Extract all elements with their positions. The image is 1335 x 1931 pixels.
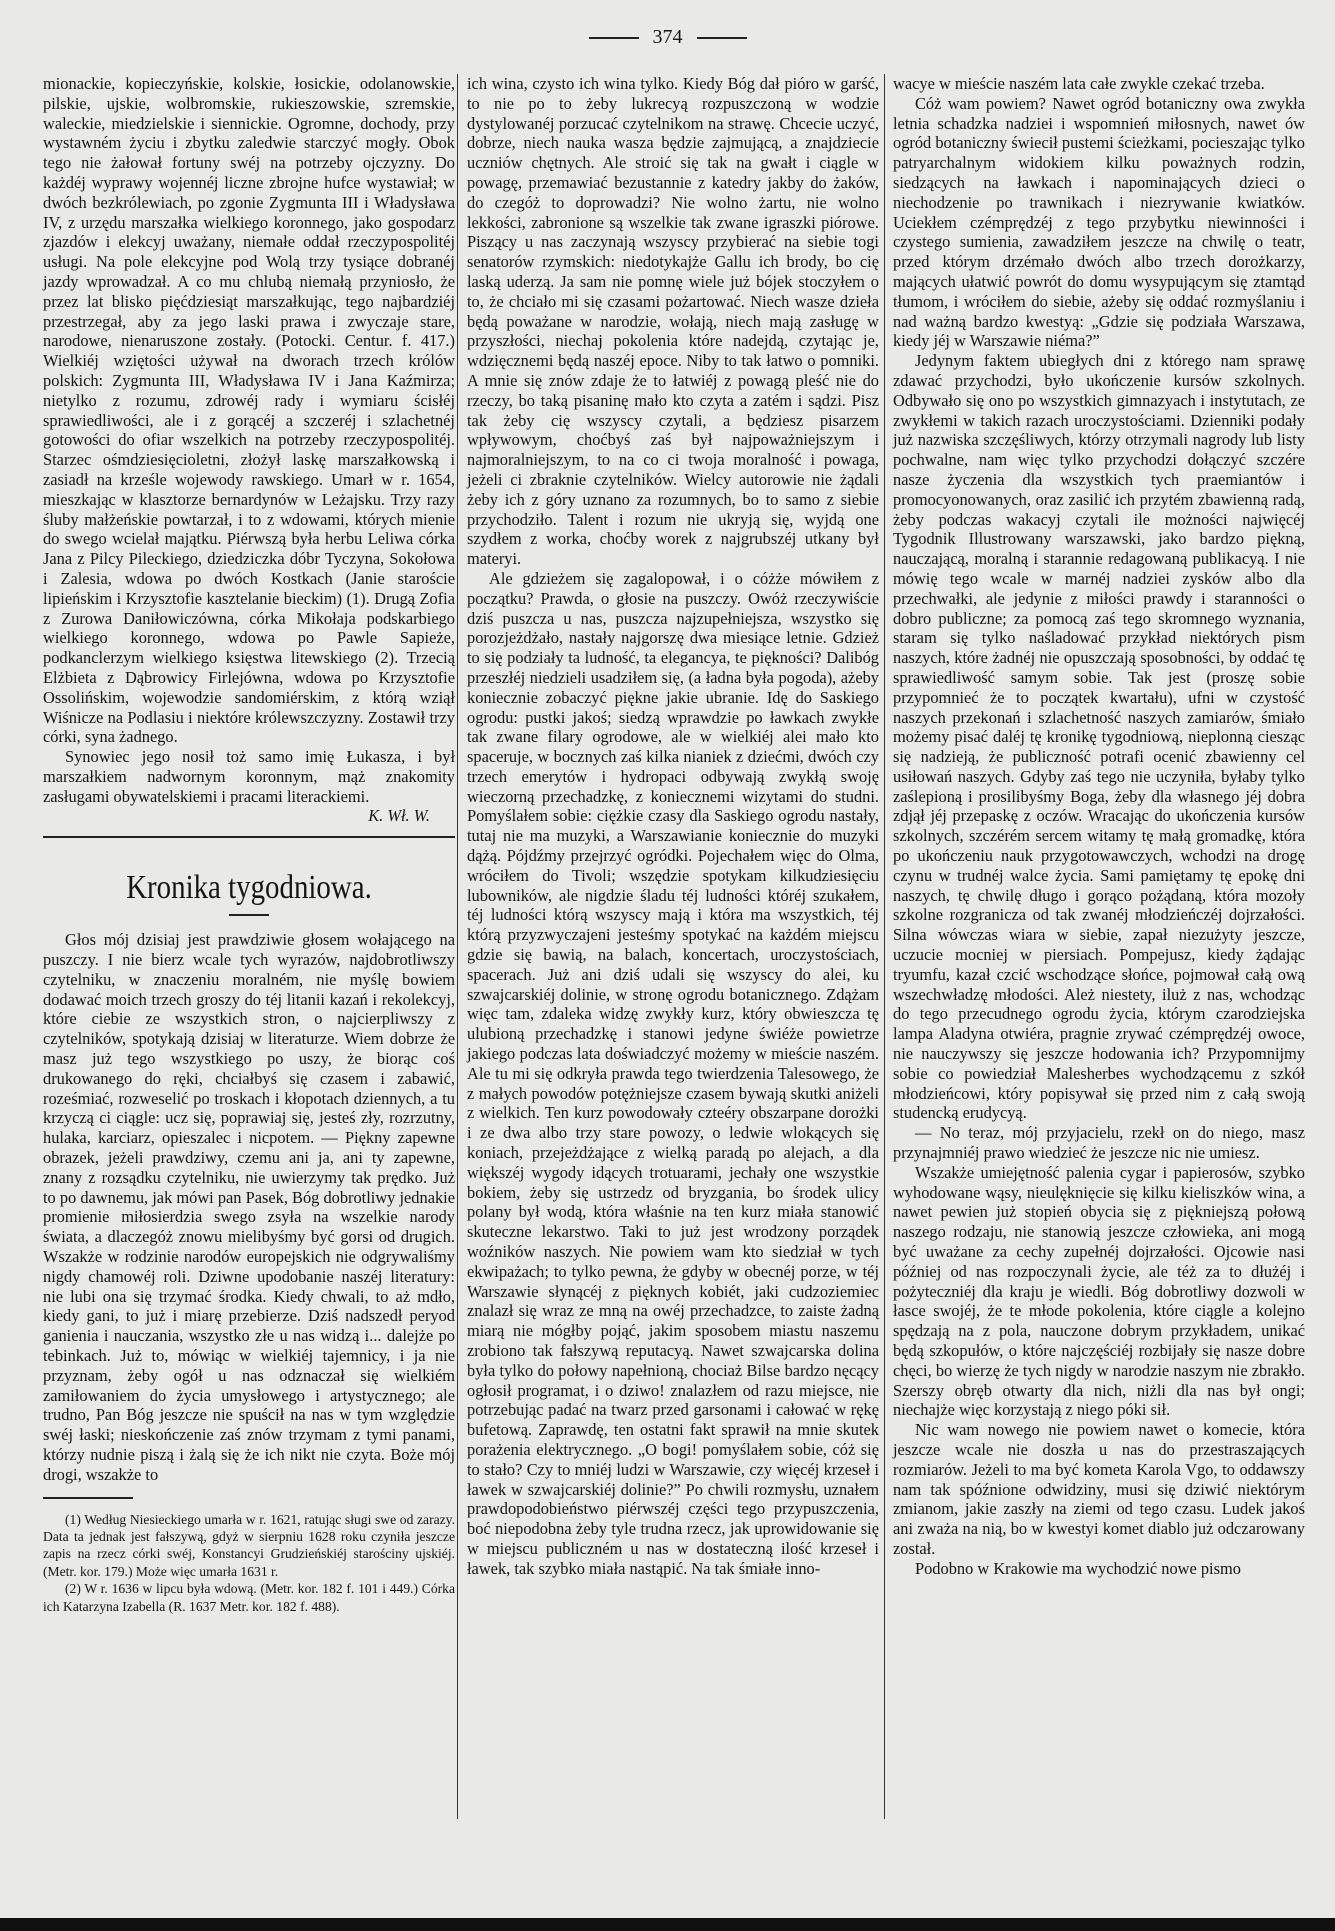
paragraph: ich wina, czysto ich wina tylko. Kiedy Bóg dał pióro w garść, to nie po to żeby lukrecyą rozpuszczoną w wodzie dystylowanéj porzucać czytelnikom na strawę. Chcecie uczyć, dobrze, niech nauka wasza będzie zajmującą, a znajdziecie uczniów chętnych. Ale stroić się tak na gwałt i ciągle w powagę, przemawiać bezustannie z katedry jakby do żaków, do czegóż to doprowadzi? Nie wolno żartu, nie wolno lekkości, zabronione są wszelkie tak zwane igraszki piórowe. Piszący u nas zaczynają wszyscy przybierać na siebie togi senatorów rzymskich: niedotykajże Gallu ich brody, bo cię laską uderzą. Ja sam nie pomnę wiele już bójek stoczyłem o to, że chciało mi się czasami pożartować. Niech wasze dzieła będą poważane w narodzie, wołają, niech mają zasługę w przyszłości, niechaj pokolenia które nadejdą, czytając je, wdzięcznemi będą naszéj epoce. Niby to tak łatwo o pomniki. A mnie się znów zdaje że to łatwiéj z powagą pleść nie do rzeczy, bo taką pisaninę mało kto czyta a zatém i sądzi. Pisz tak żeby cię wszyscy czytali, a będziesz pisarzem wpływowym, choćbyś zaś był najpoważniejszym i najmoralniejszym, to na co ci twoja moralność i powaga, jeżeli ci zbraknie czytelników. Wielcy autorowie nie żądali żeby ich z góry uznano za rozumnych, bo to samo z siebie przychodziło. Talent i rozum nie ukryją się, wyjdą one szydłem z worka, choćby worek z najgrubszéj utkany był materyi. <box>467 74 879 569</box>
column-2 <box>467 74 879 1579</box>
paragraph: Głos mój dzisiaj jest prawdziwie głosem wołającego na puszczy. I nie bierz wcale tych wyrazów, najdobrotliwszy czytelniku, w znaczeniu moralném, nie myślę bowiem dodawać moich trzech groszy do téj litanii kazań i rekolekcyj, które ciebie ze wszystkich stron, o najcierpliwszy z czytelników, spotykają dzisiaj w literaturze. Wiem dobrze że masz już tego wszystkiego po uszy, że biorąc coś drukowanego do ręki, chciałbyś się czasem i zabawić, roześmiać, rozweselić po troskach i kłopotach dziennych, a tu krzyczą ci ciągle: ucz się, poprawiaj się, jesteś zły, rozrzutny, hulaka, karciarz, opieszalec i nicpotem. — Piękny zapewne obrazek, jeżeli prawdziwy, czemu ani ja, ani ty zapewne, znany z rozsądku czytelniku, nie uwierzymy tak prędko. Już to po dawnemu, jak mówi pan Pasek, Bóg dobrotliwy jednakie promienie miłosierdzia swego zsyła na wszelkie narody świata, a dlaczegóż znowu mielibyśmy być gorsi od drugich. Wszakże w rodzinie narodów europejskich nie odgrywaliśmy nigdy chamowéj roli. Dziwne upodobanie naszéj literatury: nie lubi ona się trzymać środka. Kiedy chwali, to aż mdło, kiedy gani, to już i miarę przebierze. Dziś nadszedł peryod ganienia i nauczania, wszystko złe u nas widzą i... dalejże po tebinkach. Już to, mówiąc w wielkiéj tajemnicy, i ja nie przyznam, żeby ogół u nas odznaczał się wielkiém zamiłowaniem do życia umysłowego i artystycznego; ale trudno, Pan Bóg jeszcze nie spuścił na nas w tym względzie swéj łaski; nieskończenie zaś znów trzymam z tymi panami, którzy nudnie piszą i żalą się że ich nikt nie czyta. Boże mój drogi, wszakże to <box>43 930 455 1484</box>
dash-divider <box>589 37 639 39</box>
paragraph: mionackie, kopieczyńskie, kolskie, łosickie, odolanowskie, pilskie, ujskie, wolbromskie, rukieszowskie, szremskie, waleckie, miedzielskie i siennickie. Ogromne, dochody, przy wystawném życiu i zbytku zaledwie starczyć mogły. Obok tego nie żałował fortuny swéj na potrzeby ojczyzny. Do każdéj wyprawy wojennéj liczne zbrojne hufce wystawiał; w dwóch bezkrólewiach, po zgonie Zygmunta III i Władysława IV, z urzędu marszałka wielkiego koronnego, jako gospodarz zjazdów i elekcyj uważany, niemałe oddał rzeczypospolitéj usługi. Na pole elekcyjne pod Wolą trzy tysiące dobranéj jazdy wprowadzał. A co mu chlubą niemałą przyniosło, że przez lat blisko pięćdziesiąt marszałkując, tego najbardziéj przestrzegał, aby za jego laski prawa i zwyczaje stare, narodowe, nienaruszone zostały. (Potocki. Centur. f. 417.) Wielkiéj wziętości używał na dworach trzech królów polskich: Zygmunta III, Władysława IV i Jana Kaźmirza; nietylko z rozumu, zdrowéj rady i wymiaru ścisłéj sprawiedliwości, ale i z gorącéj a szczeréj i szlachetnéj gotowości do ofiar wszelkich na potrzeby rzeczypospolitéj. Starzec ośmdziesięcioletni, złożył laskę marszałkowską i zasiadł na krześle wojewody rawskiego. Umarł w r. 1654, mieszkając w klasztorze bernardynów w Leżajsku. Trzy razy śluby małżeńskie powtarzał, i to z wdowami, których mienie do swego wcielał majątku. Piérwszą była herbu Leliwa córka Jana z Pilcy Pileckiego, dziedziczka dóbr Tyczyna, Sokołowa i Zalesia, wdowa po dwóch Kostkach (Janie staroście lipieńskim i Krzysztofie kasztelanie bieckim) (1). Drugą Zofia z Zurowa Daniłowiczówna, córka Mikołaja podskarbiego wielkiego koronnego, wdowa po Pawle Sapieże, podkanclerzym wielkiego księstwa litewskiego (2). Trzecią Elżbieta z Dąbrowicy Firlejówna, wdowa po Krzysztofie Ossolińskim, wojewodzie sandomiérskim, z którą wziął Wiśnicze na Podlasiu i niektóre królewszczyzny. Zostawił trzy córki, syna żadnego. <box>43 74 455 747</box>
dash-divider <box>697 37 747 39</box>
title-rule <box>229 914 269 916</box>
paragraph: Ale gdzieżem się zagalopował, i o cóżże mówiłem z początku? Prawda, o głosie na puszczy. Owóż rzeczywiście dziś puszcza u nas, puszcza najzupełniejsza, wszystko się porozjeżdżało, nastały najgorszę dwa miesiące letnie. Gdzież to się podziały ta ludność, ta elegancya, te piękności? Dalibóg przeszłéj niedzieli usadziłem się, (a ładna była pogoda), ażeby koniecznie zobaczyć piękne jakie ubranie. Idę do Saskiego ogrodu: pustki jakoś; siedzą wprawdzie po ławkach zwykłe tak zwane filary ogrodowe, ale w wielkiéj alei mało kto spaceruje, w bocznych zaś kilka nianiek z dziećmi, dwóch czy trzech emerytów i hydropaci odbywają zwykłą swoję wieczorną przechadzkę, z koniecznemi wizytami do studni. Pomyślałem sobie: ciężkie czasy dla Saskiego ogrodu nastały, tutaj nie ma muzyki, a Warszawianie koniecznie do muzyki dążą. Pójdźmy przejrzyć ogródki. Pojechałem więc do Olma, wróciłem do Tivoli; wszędzie spotykam kilkudziesięciu lubowników, ale nigdzie śladu téj ludności któréj szukałem, téj ludności którą wszyscy mają i która ma wszystkich, téj którą przyzwyczajeni jesteśmy spotykać na każdém miejscu gdzie się bawią, na balach, koncertach, uroczystościach, spacerach. Już ani dziś udali się wszyscy do alei, ku szwajcarskiéj dolinie, w stronę ogrodu botanicznego. Zdążam więc tam, zdaleka widzę zwykły kurz, który obwieszcza tę ulubioną przechadzkę i stanowi jedyne świéże powietrze jakiego podczas lata doświadczyć możemy w mieście naszém. Ale tu mi się odkryła prawda tego twierdzenia Talesowego, że z małych powodów potężniejsze czasem bywają skutki aniżeli z wielkich. Ten kurz powodowały czteéry obszarpane dorożki i ze dwa albo trzy stare powozy, o ledwie wlokących się koniach, przejeżdżające z wielką paradą po alejach, a dla większéj wygody idących trotuarami, jechały one wszystkie bokiem, żeby się ustrzedz od bryzgania, bo środek ulicy polany był wodą, która właśnie na ten kurz miała stanowić skuteczne lekarstwo. Taki to już jest wrodzony porządek woźników naszych. Nie powiem wam kto siedział w tych ekwipażach; to tylko pewna, że gdyby w obecnéj porze, w téj Warszawie słynącéj z pięknych kobiét, jaki cudzoziemiec znalazł się wraz ze mną na owéj przechadzce, to zaiste żadną miarą nie mógłby pojąć, jakim sposobem miastu naszemu zrobiono tak fałszywą reputacyą. Nawet szwajcarska dolina była tylko do połowy napełnioną, chociaż Bilse bardzo nęcący ogłosił programat, i o dziwo! znalazłem od razu miejsce, nie potrzebując padać na twarz przed garsonami i całować w rękę bufetową. Zaprawdę, ten ostatni fakt sprawił na mnie skutek porażenia elektrycznego. „O bogi! pomyślałem sobie, cóż się to stało? Czy to mniéj ludzi w Warszawie, czy więcéj krzeseł i ławek w szwajcarskiéj dolinie?” Po chwili rozmysłu, uznałem prawdopodobieństwo piérwszéj części tego przypuszczenia, boć niepodobna żeby tyle trudna rzecz, jak uprowidowanie się w miejscu publiczném u nas w dostateczną ilość krzeseł i ławek, tak szybko miała nastąpić. Na tak śmiałe inno- <box>467 568 879 1578</box>
page-number-text: 374 <box>652 26 683 48</box>
paragraph: wacye w mieście naszém lata całe zwykle czekać trzeba. <box>893 74 1265 93</box>
footnote: (2) W r. 1636 w lipcu była wdową. (Metr. kor. 182 f. 101 i 449.) Córka ich Katarzyna Izabella (R. 1637 Metr. kor. 182 f. 488). <box>43 1581 455 1614</box>
footnotes <box>43 1511 455 1615</box>
paragraph: Synowiec jego nosił toż samo imię Łukasza, i był marszałkiem nadwornym koronnym, mąż znakomity zasługami obywatelskiemi i pracami literackiemi. <box>43 747 455 806</box>
footnote-rule <box>43 1497 133 1499</box>
scan-edge <box>0 1918 1335 1931</box>
paragraph: Cóż wam powiem? Nawet ogród botaniczny owa zwykła letnia schadzka nadziei i wspomnień miłosnych, nawet ów ogród botaniczny świecił pustemi ścieżkami, pocieszając tylko patryarchalnym widokiem kilku poważnych rodzin, siedzących na ławkach i napominających dzieci o niechodzenie po trawnikach i niezrywanie kwiatków. Uciekłem czémprędzéj z tego przybytku niewinności i czystego sumienia, zawadziłem jeszcze na chwilę o teatr, przed którym drzémało dwóch albo trzech dorożkarzy, mających ułatwić powrót do domu wysypującym się ztamtąd tłumom, i wróciłem do siebie, ażeby się oddać rozmyślaniu i nad ważną bardzo kwestyą: „Gdzie się podziała Warszawa, kiedy jéj w Warszawie niéma?” <box>893 93 1305 351</box>
paragraph: — No teraz, mój przyjacielu, rzekł on do niego, masz przynajmniéj prawo wiedzieć że jeszcze nic nie umiesz. <box>893 1123 1305 1163</box>
column-3 <box>893 74 1305 1579</box>
column-divider <box>457 74 458 1819</box>
paragraph: Jedynym faktem ubiegłych dni z którego nam sprawę zdawać przychodzi, było ukończenie kursów szkolnych. Odbywało się ono po wszystkich gimnazyach i instytutach, ze zwykłemi w takich razach uroczystościami. Dzienniki podały już nazwiska szczęśliwych, którzy otrzymali nagrody lub listy pochwalne, nam więc tylko przychodzi dołączyć szczére nasze życzenia dla wszystkich tych praemiantów i promocyonowanych, oraz zasilić ich przytém zbawienną radą, żeby podczas wakacyj czytali ile możności najwięcéj Tygodnik Illustrowany warszawski, jako bardzo piękną, nauczającą, moralną i starannie redagowaną publikacyą. I nie mówię tego wcale w marnéj nadziei zysków albo dla przechwałki, ale jedynie z miłości prawdy i staranności o dobro publiczne; za pomocą zaś tego skromnego wyznania, staram się tylko naśladować przykład niektórych pism naszych, które żadnéj nie opuszczają sposobności, by oddać tę sprawiedliwość samym sobie. Tak jest (proszę sobie przypomnieć że to początek kwartału), ufni w czystość naszych przekonań i szlachetność naszych zamiarów, śmiało możemy pisać daléj tę kronikę tygodniową, nieplonną ciesząc się nadzieją, że publiczność potrafi ocenić zbawienny cel usiłowań naszych. Gdyby zaś tego nie uczyniła, byłaby tylko zaślepioną i prosilibyśmy Boga, żeby dla własnego jéj dobra zdjął jéj przepaskę z oczów. Wracając do ukończenia kursów szkolnych, szczérém sercem witamy tę małą gromadkę, która po ukończeniu nauk przygotowawczych, wchodzi na drogę czynu w trudnéj walce życia. Sami pamiętamy tę epokę dni naszych, tę chwilę długo i gorąco pożądaną, która mozoły szkolne rozgranicza od tak zwanéj młodzieńczéj dojrzałości. Silna wówczas wiara w siebie, zapał niezużyty jeszcze, uczucie mocniej w piersiach. Pompejusz, kiedy żądając tryumfu, kazał czcić wschodzące słońce, pojmował całą ową wszechwładzę młodości. Ależ niestety, iluż z nas, wchodząc do tego przecudnego ogrodu życia, którym czarodziejska lampa Aladyna otwiéra, pragnie zrywać czémprędzéj owoce, nie nauczywszy się jeszcze hodowania ich? Przypomnijmy sobie co powiedział Malesherbes wychodzącemu z szkół młodzieńcowi, który popisywał się przed nim z całą swoją studencką erudycyą. <box>893 351 1305 1123</box>
author-signature: K. Wł. W. <box>368 806 430 826</box>
page-number <box>0 26 1335 49</box>
column-divider <box>884 74 885 1819</box>
section-title: Kronika tygodniowa. <box>126 869 372 907</box>
section-divider <box>43 836 455 838</box>
paragraph: Nic wam nowego nie powiem nawet o komecie, która jeszcze wcale nie doszła u nas do przestraszających rozmiarów. Jeżeli to ma być kometa Karola Vgo, to oddawszy nam tak spóźnione odwidziny, musi się dziwić niektórym zmianom, jakie zaszły na ziemi od tego czasu. Ludek jakoś ani zważa na nią, bo w kwestyi komet diablo już odczarowany został. <box>893 1420 1305 1558</box>
paragraph: Podobno w Krakowie ma wychodzić nowe pismo <box>915 1558 1241 1578</box>
footnote: (1) Według Niesieckiego umarła w r. 1621, ratując sługi swe od zarazy. Data ta jednak jest fałszywą, gdyż w sierpniu 1628 roku czyniła jeszcze zapis na rzecz córki swéj, Konstancyi Grudzieńskiéj starościny ujskiéj. (Metr. kor. 179.) Może więc umarła 1631 r. <box>43 1511 455 1579</box>
paragraph: Wszakże umiejętność palenia cygar i papierosów, szybko wyhodowane wąsy, nieulęknięcie się kilku kieliszków wina, a nawet pewien już stopień obycia się z piękniejszą połową naszego rodzaju, nie stanowią jeszcze człowieka, ani mogą być uważane za cechy zupełnéj dojrzałości. Ojcowie nasi później od nas rozpoczynali życie, ale téż za to dłużéj i pożyteczniéj dla kraju je wiedli. Bóg dobrotliwy dozwoli w łasce swojéj, że te młode pokolenia, które ciągle a kolejno spędzają na z pola, nauczone dobrym przykładem, unikać będą szkopułów, o które najczęściéj rozbijały się nasze dobre chęci, bo wierzę że tych nigdy w narodzie naszym nie zbrakło. Szerszy obręb otwarty dla nich, niżli dla nas był ongi; niechajże więc korzystają z niego póki sił. <box>893 1162 1305 1420</box>
column-1 <box>43 74 455 1615</box>
